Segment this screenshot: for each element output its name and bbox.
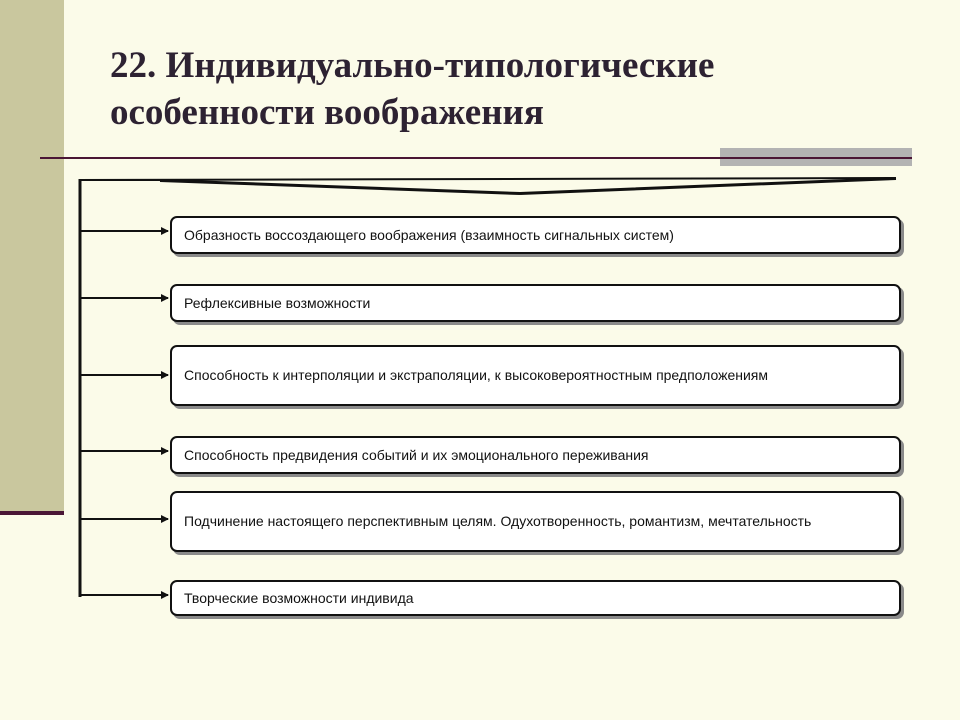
- slide-title-line-1: 22. Индивидуально-типологические: [110, 45, 715, 86]
- item-box-4: [170, 436, 901, 474]
- item-text-3: Способность к интерполяции и экстраполяции, к высоковероятностным предположениям: [184, 367, 769, 383]
- item-box-3: [170, 345, 901, 406]
- top-brace-shadow: [160, 181, 520, 194]
- top-brace-left: [80, 178, 896, 180]
- top-brace-shadow-right: [520, 179, 896, 194]
- item-text-2: Рефлексивные возможности: [184, 294, 371, 311]
- item-box-1: [170, 216, 901, 254]
- slide-title-line-2: особенности воображения: [110, 92, 544, 133]
- item-text-5: Подчинение настоящего перспективным целям. Одухотворенность, романтизм, мечтательность: [184, 513, 812, 529]
- item-box-6: [170, 580, 901, 616]
- item-text-6: Творческие возможности индивида: [184, 589, 414, 606]
- item-text-4: Способность предвидения событий и их эмоционального переживания: [184, 446, 649, 463]
- item-box-2: [170, 284, 901, 322]
- item-text-1: Образность воссоздающего воображения (взаимность сигнальных систем): [184, 226, 674, 243]
- item-box-5: [170, 491, 901, 552]
